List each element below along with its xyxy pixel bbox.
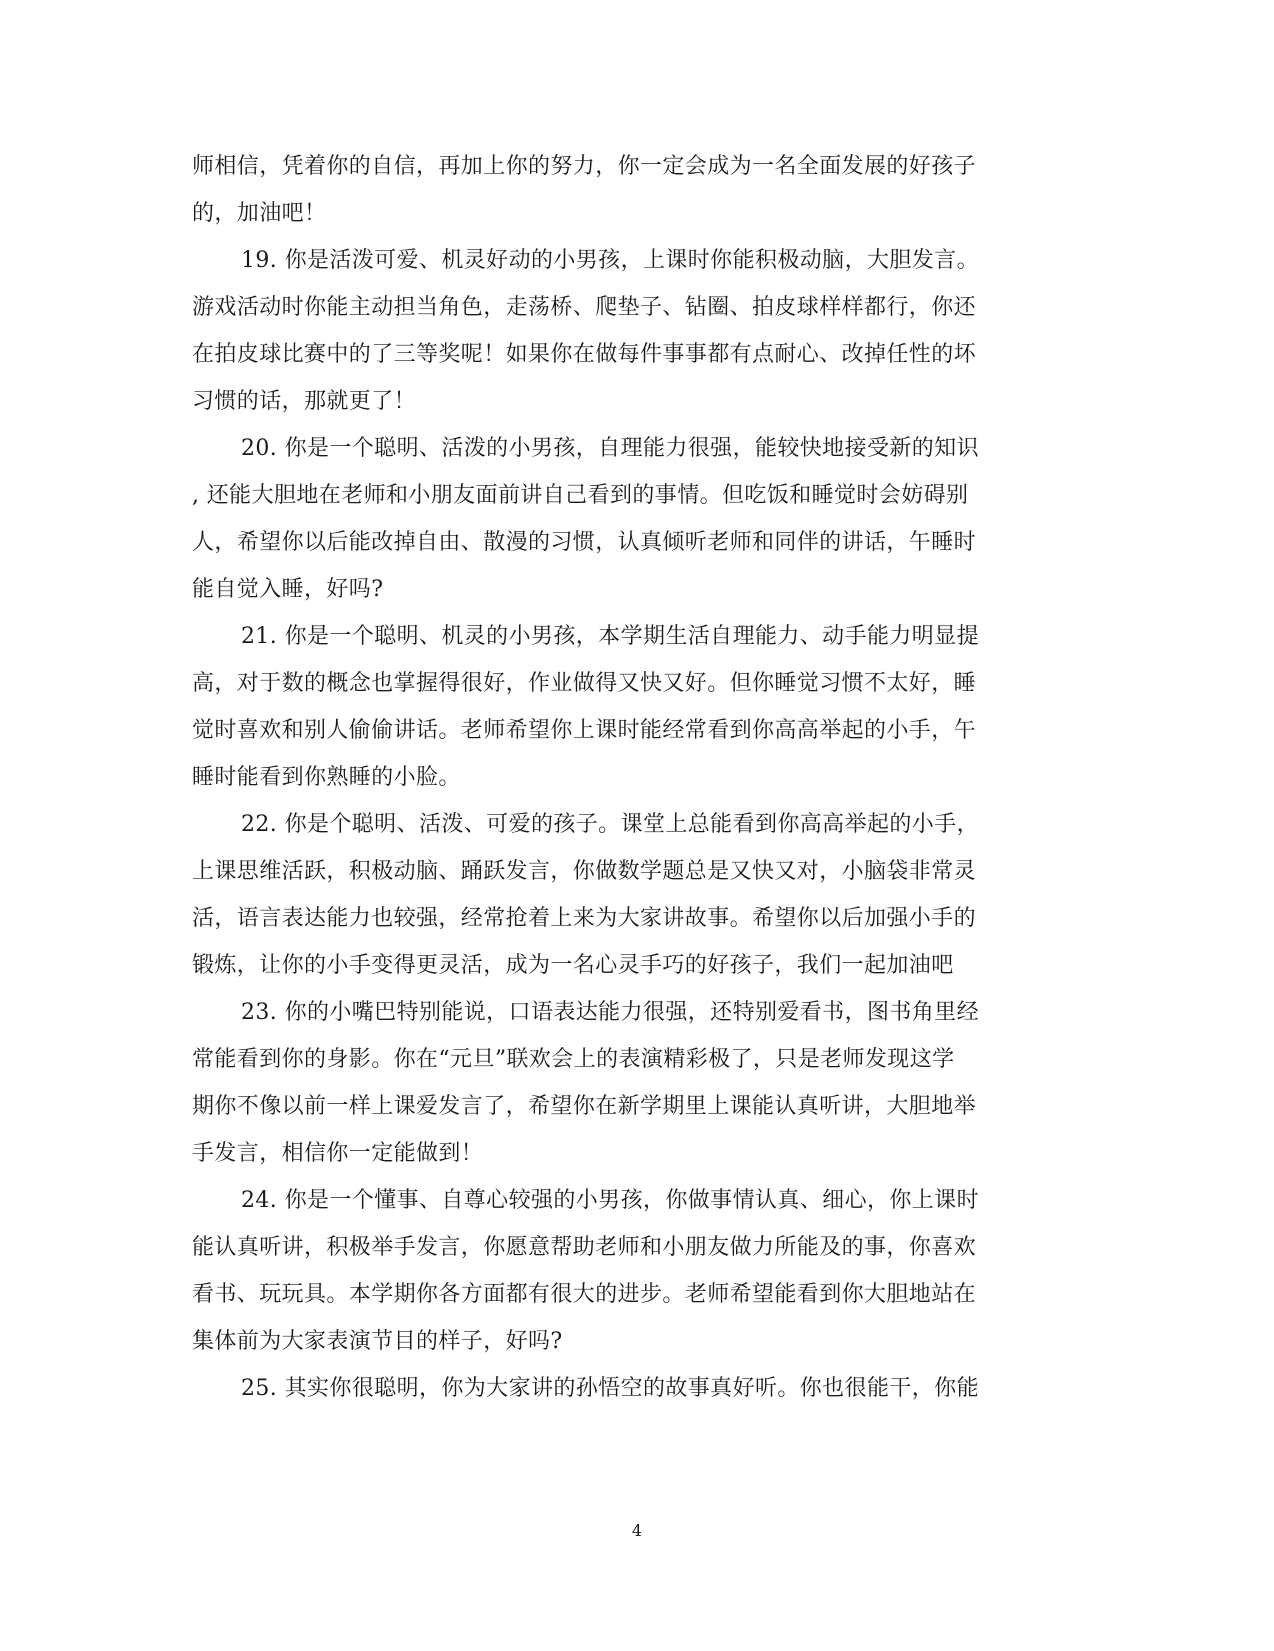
- paragraph-20-start: 20. 你是一个聪明、活泼的小男孩，自理能力很强，能较快地接受新的知识: [241, 436, 979, 461]
- text-line: 能自觉入睡，好吗?: [192, 577, 384, 602]
- text-line: 高，对于数的概念也掌握得很好，作业做得又快又好。但你睡觉习惯不太好，睡: [192, 671, 977, 696]
- text-line: 游戏活动时你能主动担当角色，走荡桥、爬垫子、钻圈、拍皮球样样都行，你还: [192, 295, 977, 320]
- text-line: 手发言，相信你一定能做到！: [192, 1141, 484, 1166]
- text-line: , 还能大胆地在老师和小朋友面前讲自己看到的事情。但吃饭和睡觉时会妨碍别: [192, 483, 969, 508]
- text-line: 上课思维活跃，积极动脑、踊跃发言，你做数学题总是又快又对，小脑袋非常灵: [192, 859, 977, 884]
- text-line: 师相信，凭着你的自信，再加上你的努力，你一定会成为一名全面发展的好孩子: [192, 154, 977, 179]
- text-line: 活，语言表达能力也较强，经常抢着上来为大家讲故事。希望你以后加强小手的: [192, 906, 977, 931]
- text-line: 常能看到你的身影。你在“元旦”联欢会上的表演精彩极了，只是老师发现这学: [192, 1047, 955, 1072]
- page-number: 4: [631, 1521, 643, 1540]
- paragraph-24-start: 24. 你是一个懂事、自尊心较强的小男孩，你做事情认真、细心，你上课时: [241, 1188, 979, 1213]
- text-line: 睡时能看到你熟睡的小脸。: [192, 765, 461, 790]
- text-line: 的，加油吧！: [192, 201, 327, 226]
- text-line: 人，希望你以后能改掉自由、散漫的习惯，认真倾听老师和同伴的讲话，午睡时: [192, 530, 977, 555]
- text-line: 在拍皮球比赛中的了三等奖呢！如果你在做每件事事都有点耐心、改掉任性的坏: [192, 342, 977, 367]
- text-line: 能认真听讲，积极举手发言，你愿意帮助老师和小朋友做力所能及的事，你喜欢: [192, 1235, 977, 1260]
- text-line: 习惯的话，那就更了！: [192, 389, 417, 414]
- paragraph-23-start: 23. 你的小嘴巴特别能说，口语表达能力很强，还特别爱看书，图书角里经: [241, 1000, 979, 1025]
- text-line: 集体前为大家表演节目的样子，好吗?: [192, 1329, 563, 1354]
- paragraph-22-start: 22. 你是个聪明、活泼、可爱的孩子。课堂上总能看到你高高举起的小手，: [241, 812, 979, 837]
- text-line: 期你不像以前一样上课爱发言了，希望你在新学期里上课能认真听讲，大胆地举: [192, 1094, 977, 1119]
- text-line: 觉时喜欢和别人偷偷讲话。老师希望你上课时能经常看到你高高举起的小手，午: [192, 718, 977, 743]
- text-line: 看书、玩玩具。本学期你各方面都有很大的进步。老师希望能看到你大胆地站在: [192, 1282, 977, 1307]
- paragraph-25-start: 25. 其实你很聪明，你为大家讲的孙悟空的故事真好听。你也很能干，你能: [241, 1376, 979, 1401]
- paragraph-21-start: 21. 你是一个聪明、机灵的小男孩，本学期生活自理能力、动手能力明显提: [241, 624, 979, 649]
- text-line: 锻炼，让你的小手变得更灵活，成为一名心灵手巧的好孩子，我们一起加油吧: [192, 953, 954, 978]
- paragraph-19-start: 19. 你是活泼可爱、机灵好动的小男孩，上课时你能积极动脑，大胆发言。: [241, 248, 979, 273]
